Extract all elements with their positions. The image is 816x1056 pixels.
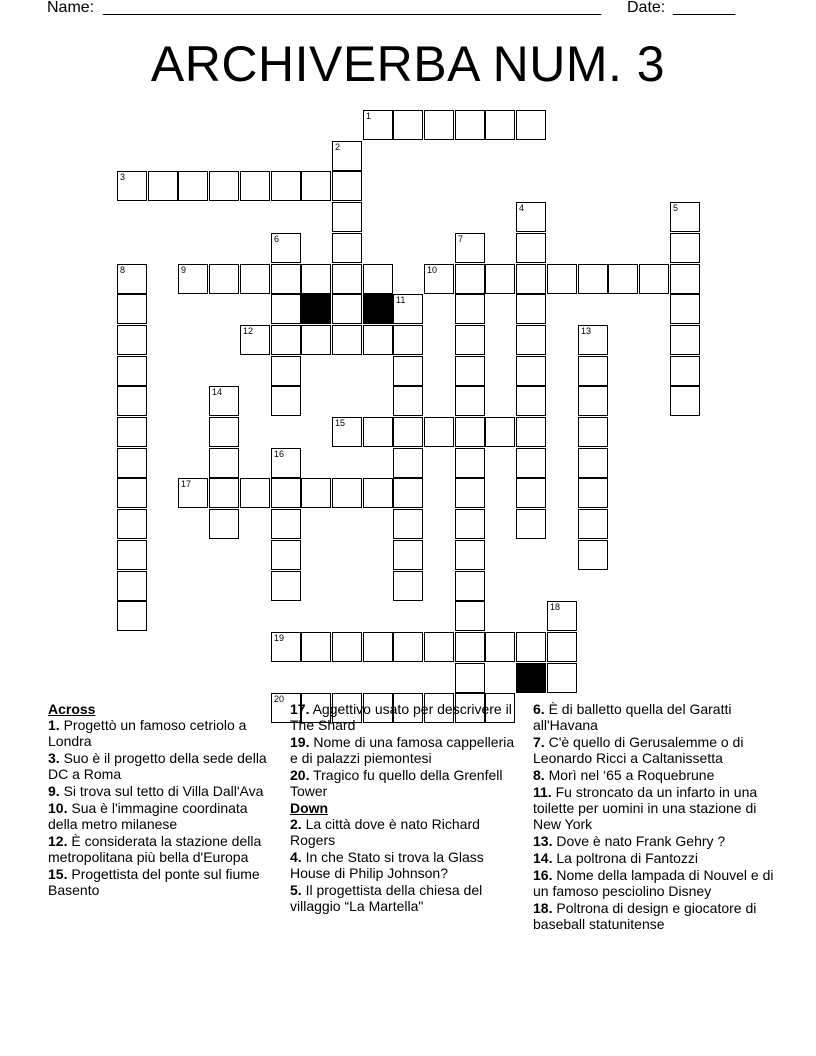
clue-number: 2. (290, 816, 302, 832)
grid-cell[interactable] (516, 233, 546, 263)
clue-number: 9. (48, 783, 60, 799)
grid-cell[interactable] (516, 509, 546, 539)
grid-cell[interactable] (209, 264, 239, 294)
clue (533, 767, 778, 783)
clue-text: Suo è il progetto della sede della DC a Roma (48, 750, 267, 782)
clue (533, 734, 778, 766)
clue-text: È considerata la stazione della metropolitana più bella d'Europa (48, 833, 262, 865)
clue-number: 9 (181, 265, 187, 275)
clue-number: 5. (290, 882, 302, 898)
clue-number: 20 (274, 694, 285, 704)
clue (48, 800, 280, 832)
clue-number: 19 (274, 633, 285, 643)
clue (290, 734, 522, 766)
grid-cell[interactable] (332, 264, 362, 294)
grid-cell[interactable] (271, 540, 301, 570)
clue-number: 2 (335, 142, 341, 152)
grid-cell[interactable] (578, 448, 608, 478)
clue-text: Poltrona di design e giocatore di baseball statunitense (533, 900, 757, 932)
grid-cell[interactable] (117, 571, 147, 601)
grid-cell[interactable] (363, 264, 393, 294)
grid-cell[interactable] (516, 264, 546, 294)
clue-number: 15 (335, 418, 346, 428)
grid-cell[interactable] (209, 478, 239, 508)
grid-cell[interactable] (209, 386, 239, 416)
black-square (363, 294, 393, 324)
clue-number: 13. (533, 833, 553, 849)
grid-cell[interactable] (670, 233, 700, 263)
grid-cell[interactable] (455, 509, 485, 539)
grid-cell[interactable] (178, 478, 208, 508)
clue-text: È di balletto quella del Garatti all'Havana (533, 701, 732, 733)
grid-cell[interactable] (271, 386, 301, 416)
grid-cell[interactable] (516, 294, 546, 324)
clue (290, 701, 522, 733)
clue (48, 750, 280, 782)
clue-text: Sua è l'immagine coordinata della metro milanese (48, 800, 248, 832)
grid-cell[interactable] (516, 356, 546, 386)
clue-number: 17 (181, 479, 192, 489)
black-square (516, 663, 546, 693)
clue-text: Aggettivo usato per descrivere il The Shard (290, 701, 512, 733)
clue-number: 15. (48, 866, 68, 882)
clue-number: 19. (290, 734, 310, 750)
black-square (301, 294, 331, 324)
grid-cell[interactable] (455, 386, 485, 416)
grid-cell[interactable] (455, 540, 485, 570)
clue-number: 10. (48, 800, 68, 816)
clue-column-2 (290, 701, 522, 915)
grid-cell[interactable] (424, 264, 454, 294)
grid-cell[interactable] (393, 540, 423, 570)
clue-text: La città dove è nato Richard Rogers (290, 816, 480, 848)
clue-text: Si trova sul tetto di Villa Dall'Ava (63, 783, 264, 799)
grid-cell[interactable] (393, 386, 423, 416)
grid-cell[interactable] (117, 294, 147, 324)
clue (533, 900, 778, 932)
clue-text: In che Stato si trova la Glass House di Philip Johnson? (290, 849, 484, 881)
grid-cell[interactable] (332, 171, 362, 201)
clue-number: 10 (427, 265, 438, 275)
grid-cell[interactable] (670, 202, 700, 232)
grid-cell[interactable] (363, 325, 393, 355)
grid-cell[interactable] (332, 202, 362, 232)
clue-number: 1. (48, 717, 60, 733)
clue-text: Nome di una famosa cappelleria e di palazzi piemontesi (290, 734, 515, 766)
grid-cell[interactable] (578, 386, 608, 416)
grid-cell[interactable] (485, 417, 515, 447)
grid-cell[interactable] (516, 325, 546, 355)
grid-cell[interactable] (301, 478, 331, 508)
grid-cell[interactable] (578, 325, 608, 355)
grid-cell[interactable] (455, 233, 485, 263)
clue-number: 14 (212, 387, 223, 397)
grid-cell[interactable] (547, 264, 577, 294)
grid-cell[interactable] (332, 294, 362, 324)
grid-cell[interactable] (240, 264, 270, 294)
grid-cell[interactable] (670, 386, 700, 416)
clue-number: 17. (290, 701, 310, 717)
page-title: ARCHIVERBA NUM. 3 (150, 36, 666, 92)
clue-text: C'è quello di Gerusalemme o di Leonardo Ricci a Caltanissetta (533, 734, 744, 766)
grid-cell[interactable] (117, 509, 147, 539)
grid-cell[interactable] (240, 171, 270, 201)
grid-cell[interactable] (301, 171, 331, 201)
clue-text: Tragico fu quello della Grenfell Tower (290, 767, 503, 799)
grid-cell[interactable] (178, 264, 208, 294)
date-label: Date: (627, 0, 666, 16)
grid-cell[interactable] (424, 632, 454, 662)
date-field[interactable]: _______ (673, 0, 736, 16)
grid-cell[interactable] (578, 509, 608, 539)
grid-cell[interactable] (393, 632, 423, 662)
grid-cell[interactable] (393, 110, 423, 140)
grid-cell[interactable] (240, 478, 270, 508)
clue-text: Il progettista della chiesa del villaggio “La Martella" (290, 882, 483, 914)
grid-cell[interactable] (516, 386, 546, 416)
grid-cell[interactable] (271, 233, 301, 263)
grid-cell[interactable] (485, 110, 515, 140)
grid-cell[interactable] (117, 264, 147, 294)
clue-number: 6 (274, 234, 280, 244)
grid-cell[interactable] (209, 448, 239, 478)
grid-cell[interactable] (393, 509, 423, 539)
grid-cell[interactable] (485, 632, 515, 662)
clue-number: 20. (290, 767, 310, 783)
grid-cell[interactable] (455, 448, 485, 478)
grid-cell[interactable] (393, 356, 423, 386)
grid-cell[interactable] (578, 540, 608, 570)
grid-cell[interactable] (670, 294, 700, 324)
grid-cell[interactable] (670, 325, 700, 355)
grid-cell[interactable] (639, 264, 669, 294)
name-field[interactable]: ________________________________________________________ (103, 0, 602, 16)
grid-cell[interactable] (578, 478, 608, 508)
grid-cell[interactable] (455, 264, 485, 294)
clue-text: Progettista del ponte sul fiume Basento (48, 866, 260, 898)
clue-text: Morì nel ‘65 a Roquebrune (548, 767, 715, 783)
clue-number: 7. (533, 734, 545, 750)
clue-number: 3 (120, 172, 126, 182)
grid-cell[interactable] (271, 632, 301, 662)
grid-cell[interactable] (271, 448, 301, 478)
grid-cell[interactable] (332, 632, 362, 662)
grid-cell[interactable] (516, 478, 546, 508)
name-label: Name: (47, 0, 95, 16)
grid-cell[interactable] (455, 294, 485, 324)
grid-cell[interactable] (516, 417, 546, 447)
grid-cell[interactable] (271, 478, 301, 508)
grid-cell[interactable] (670, 264, 700, 294)
grid-cell[interactable] (670, 356, 700, 386)
grid-cell[interactable] (393, 325, 423, 355)
grid-cell[interactable] (393, 571, 423, 601)
clue-number: 4. (290, 849, 302, 865)
clue-column-3 (533, 701, 778, 933)
grid-cell[interactable] (363, 110, 393, 140)
grid-cell[interactable] (547, 663, 577, 693)
grid-cell[interactable] (578, 356, 608, 386)
grid-cell[interactable] (393, 478, 423, 508)
clue (533, 833, 778, 849)
grid-cell[interactable] (363, 478, 393, 508)
grid-cell[interactable] (117, 356, 147, 386)
clue-number: 6. (533, 701, 545, 717)
grid-cell[interactable] (393, 294, 423, 324)
clue-text: Dove è nato Frank Gehry ? (556, 833, 726, 849)
grid-cell[interactable] (455, 571, 485, 601)
grid-cell[interactable] (271, 356, 301, 386)
clue-number: 13 (581, 326, 592, 336)
grid-cell[interactable] (301, 325, 331, 355)
grid-cell[interactable] (117, 478, 147, 508)
clue (48, 833, 280, 865)
clue (290, 882, 522, 914)
grid-cell[interactable] (301, 264, 331, 294)
clue-number: 16 (274, 449, 285, 459)
grid-cell[interactable] (455, 325, 485, 355)
clue-number: 18 (550, 602, 561, 612)
grid-cell[interactable] (178, 171, 208, 201)
clue (533, 850, 778, 866)
clue-number: 11 (396, 295, 406, 305)
grid-cell[interactable] (271, 325, 301, 355)
grid-cell[interactable] (455, 417, 485, 447)
grid-cell[interactable] (117, 448, 147, 478)
grid-cell[interactable] (332, 233, 362, 263)
grid-cell[interactable] (117, 325, 147, 355)
grid-cell[interactable] (332, 141, 362, 171)
grid-cell[interactable] (455, 356, 485, 386)
grid-cell[interactable] (117, 601, 147, 631)
grid-cell[interactable] (209, 171, 239, 201)
clue (290, 849, 522, 881)
clue-column-1 (48, 701, 280, 899)
clue-number: 1 (366, 111, 372, 121)
clue-number: 5 (673, 203, 679, 213)
clue-number: 3. (48, 750, 60, 766)
grid-cell[interactable] (271, 509, 301, 539)
clue-number: 11. (533, 784, 552, 800)
grid-cell[interactable] (455, 663, 485, 693)
clue (48, 866, 280, 898)
grid-cell[interactable] (455, 110, 485, 140)
grid-cell[interactable] (271, 294, 301, 324)
grid-cell[interactable] (455, 601, 485, 631)
clue (48, 783, 280, 799)
grid-cell[interactable] (117, 417, 147, 447)
clue (290, 767, 522, 799)
grid-cell[interactable] (332, 478, 362, 508)
clue-text: Fu stroncato da un infarto in una toilette per uomini in una stazione di New York (533, 784, 758, 832)
clue-text: Nome della lampada di Nouvel e di un famoso pesciolino Disney (533, 867, 774, 899)
clue-number: 12 (243, 326, 254, 336)
grid-cell[interactable] (271, 264, 301, 294)
grid-cell[interactable] (209, 509, 239, 539)
grid-cell[interactable] (393, 417, 423, 447)
grid-cell[interactable] (547, 632, 577, 662)
clue-text: Progettò un famoso cetriolo a Londra (48, 717, 247, 749)
grid-cell[interactable] (608, 264, 638, 294)
grid-cell[interactable] (547, 601, 577, 631)
section-down: Down (290, 800, 329, 816)
grid-cell[interactable] (578, 264, 608, 294)
grid-cell[interactable] (516, 632, 546, 662)
grid-cell[interactable] (485, 264, 515, 294)
clue-number: 18. (533, 900, 553, 916)
grid-cell[interactable] (363, 632, 393, 662)
clue (290, 816, 522, 848)
grid-cell[interactable] (424, 110, 454, 140)
clue (533, 701, 778, 733)
grid-cell[interactable] (363, 417, 393, 447)
grid-cell[interactable] (332, 325, 362, 355)
grid-cell[interactable] (271, 571, 301, 601)
grid-cell[interactable] (117, 171, 147, 201)
grid-cell[interactable] (516, 448, 546, 478)
grid-cell[interactable] (424, 417, 454, 447)
clue-number: 8. (533, 767, 545, 783)
clue-number: 8 (120, 265, 126, 275)
clue (533, 867, 778, 899)
grid-cell[interactable] (455, 478, 485, 508)
clue-number: 4 (519, 203, 525, 213)
grid-cell[interactable] (455, 632, 485, 662)
grid-cell[interactable] (516, 202, 546, 232)
clue-number: 14. (533, 850, 553, 866)
section-across: Across (48, 701, 96, 717)
grid-cell[interactable] (240, 325, 270, 355)
grid-cell[interactable] (332, 417, 362, 447)
grid-cell[interactable] (393, 448, 423, 478)
grid-cell[interactable] (301, 632, 331, 662)
grid-cell[interactable] (209, 417, 239, 447)
clue-number: 16. (533, 867, 553, 883)
clue (48, 717, 280, 749)
grid-cell[interactable] (578, 417, 608, 447)
clue-number: 12. (48, 833, 68, 849)
clue-number: 7 (458, 234, 464, 244)
grid-cell[interactable] (516, 110, 546, 140)
grid-cell[interactable] (271, 171, 301, 201)
grid-cell[interactable] (117, 386, 147, 416)
clue-text: La poltrona di Fantozzi (556, 850, 698, 866)
grid-cell[interactable] (117, 540, 147, 570)
clue (533, 784, 778, 832)
grid-cell[interactable] (148, 171, 178, 201)
